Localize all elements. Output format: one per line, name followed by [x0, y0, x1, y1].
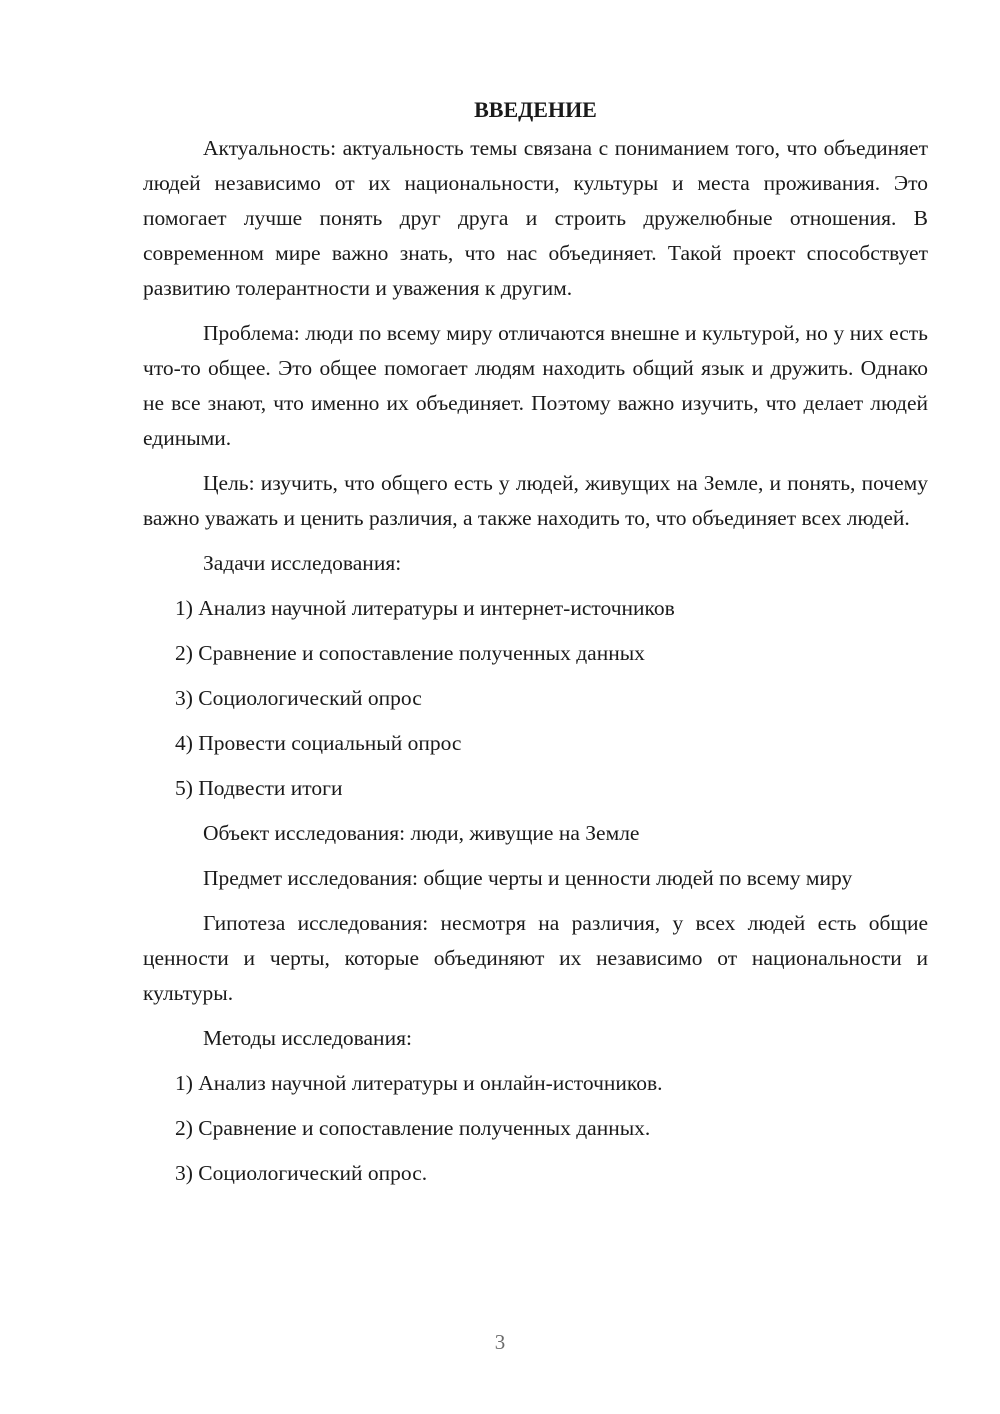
tasks-heading: Задачи исследования: — [203, 551, 402, 575]
relevance-paragraph: Актуальность: актуальность темы связана с пониманием того, что объединяет людей независимо от их национальности, культуры и места проживания. Это помогает лучше понять друг друга и строить дружелюбные отношения. В современном мире важно знать, что нас объединяет. Такой проект способствует развитию толерантности и уважения к другим. — [143, 136, 928, 300]
task-item: 3) Социологический опрос — [175, 686, 422, 710]
section-title: ВВЕДЕНИЕ — [474, 97, 597, 122]
task-item: 5) Подвести итоги — [175, 776, 343, 800]
method-item: 3) Социологический опрос. — [175, 1161, 428, 1185]
task-item: 2) Сравнение и сопоставление полученных данных — [175, 641, 645, 665]
goal-paragraph: Цель: изучить, что общего есть у людей, живущих на Земле, и понять, почему важно уважать и ценить различия, а также находить то, что объединяет всех людей. — [143, 471, 928, 530]
method-item: 2) Сравнение и сопоставление полученных данных. — [175, 1116, 651, 1140]
page-number: 3 — [494, 1330, 506, 1354]
subject-paragraph: Предмет исследования: общие черты и ценности людей по всему миру — [203, 866, 853, 890]
hypothesis-paragraph: Гипотеза исследования: несмотря на различия, у всех людей есть общие ценности и черты, которые объединяют их независимо от национальности и культуры. — [143, 911, 928, 1005]
document-page — [143, 92, 928, 1201]
object-paragraph: Объект исследования: люди, живущие на Земле — [203, 821, 640, 845]
methods-heading: Методы исследования: — [203, 1026, 412, 1050]
task-item: 4) Провести социальный опрос — [175, 731, 462, 755]
task-item: 1) Анализ научной литературы и интернет-источников — [175, 596, 675, 620]
method-item: 1) Анализ научной литературы и онлайн-источников. — [175, 1071, 663, 1095]
problem-paragraph: Проблема: люди по всему миру отличаются внешне и культурой, но у них есть что-то общее. Это общее помогает людям находить общий язык и дружить. Однако не все знают, что именно их объединяет. Поэтому важно изучить, что делает людей едиными. — [143, 321, 928, 450]
